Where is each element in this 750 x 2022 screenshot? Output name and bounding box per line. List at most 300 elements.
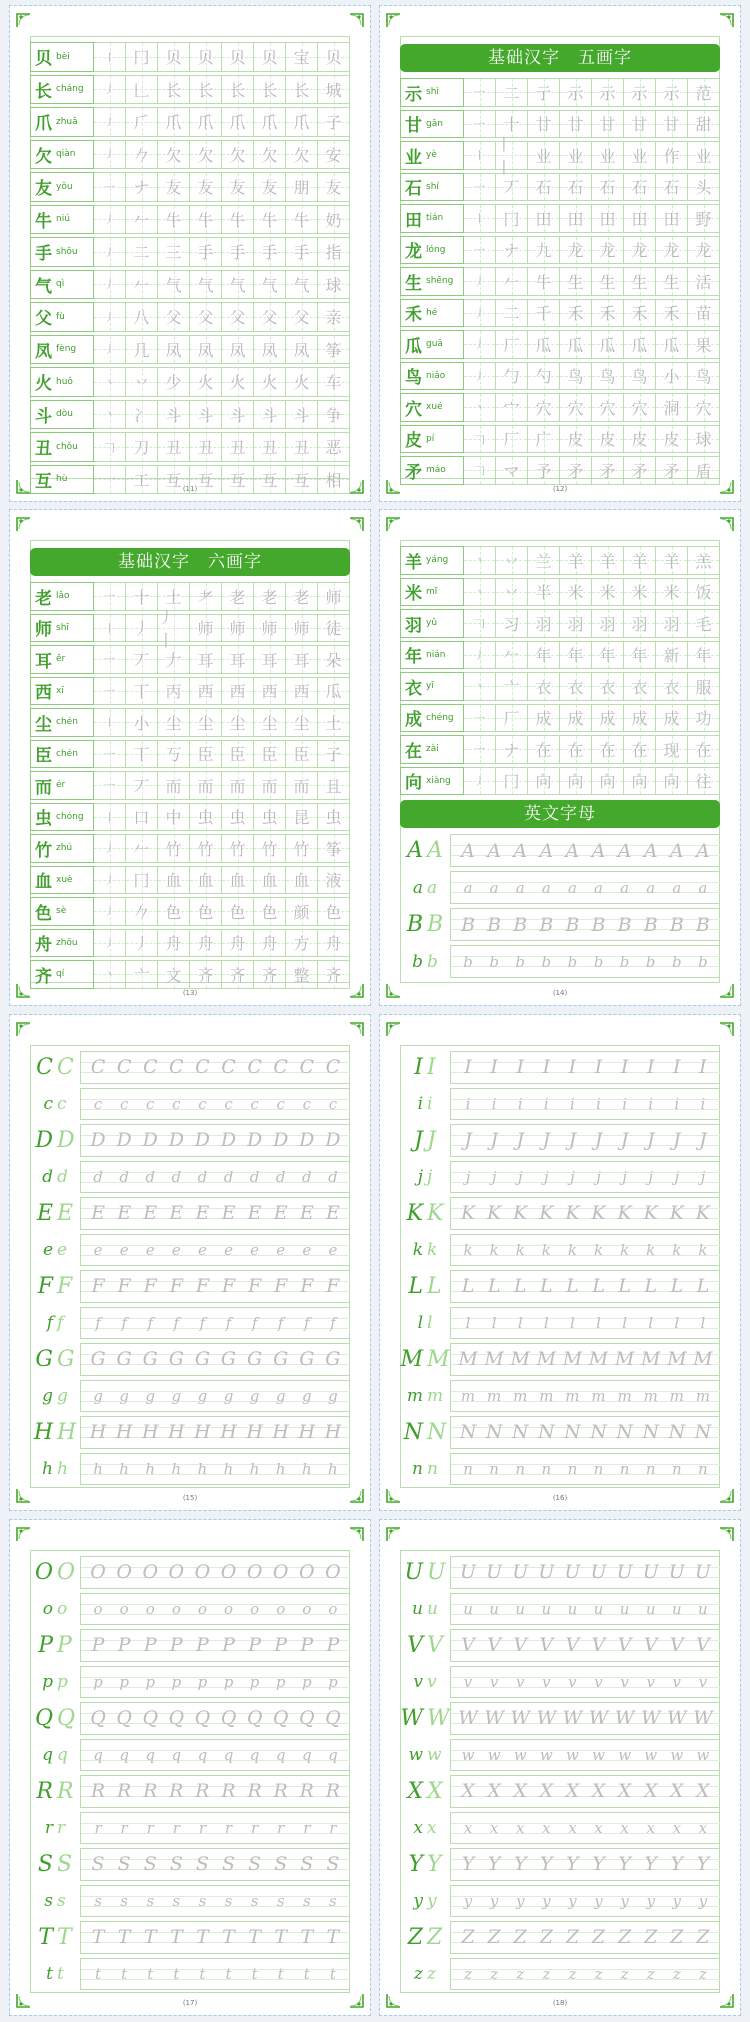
practice-cell[interactable] [254,400,286,430]
practice-cell[interactable] [592,78,624,107]
letter-practice-lines[interactable] [451,1380,720,1413]
practice-cell[interactable] [688,78,720,107]
practice-cell[interactable] [318,205,350,235]
practice-cell[interactable] [222,803,254,832]
practice-cell[interactable] [318,270,350,300]
practice-cell[interactable] [158,237,190,267]
practice-cell[interactable] [190,367,222,397]
practice-cell[interactable] [254,645,286,674]
practice-cell[interactable] [560,204,592,233]
practice-cell[interactable] [190,645,222,674]
practice-cell[interactable] [528,204,560,233]
letter-practice-lines[interactable] [81,1124,350,1157]
practice-cell[interactable] [688,330,720,359]
practice-cell[interactable] [560,767,592,796]
practice-cell[interactable] [656,456,688,485]
practice-cell[interactable] [222,205,254,235]
practice-cell[interactable] [528,299,560,328]
practice-cell[interactable] [592,767,624,796]
practice-cell[interactable] [560,425,592,454]
practice-cell[interactable] [286,75,318,105]
practice-cell[interactable] [158,107,190,137]
practice-cell[interactable] [464,173,496,202]
practice-cell[interactable] [496,299,528,328]
practice-cell[interactable] [496,393,528,422]
practice-cell[interactable] [656,204,688,233]
practice-cell[interactable] [318,335,350,365]
practice-cell[interactable] [286,400,318,430]
practice-cell[interactable] [592,299,624,328]
practice-cell[interactable] [286,172,318,202]
practice-cell[interactable] [190,465,222,495]
practice-cell[interactable] [688,393,720,422]
practice-cell[interactable] [286,803,318,832]
practice-cell[interactable] [126,172,158,202]
practice-cell[interactable] [318,803,350,832]
practice-cell[interactable] [286,614,318,643]
practice-cell[interactable] [126,771,158,800]
practice-cell[interactable] [190,929,222,958]
practice-cell[interactable] [190,740,222,769]
practice-cell[interactable] [624,299,656,328]
practice-cell[interactable] [222,172,254,202]
practice-cell[interactable] [592,173,624,202]
practice-cell[interactable] [286,645,318,674]
letter-practice-lines[interactable] [81,1556,350,1589]
practice-cell[interactable] [560,141,592,170]
practice-cell[interactable] [126,367,158,397]
practice-cell[interactable] [190,432,222,462]
practice-cell[interactable] [222,866,254,895]
practice-cell[interactable] [688,299,720,328]
practice-cell[interactable] [254,960,286,989]
practice-cell[interactable] [158,803,190,832]
practice-cell[interactable] [688,236,720,265]
practice-cell[interactable] [688,204,720,233]
letter-practice-lines[interactable] [451,1921,720,1954]
practice-cell[interactable] [222,335,254,365]
letter-practice-lines[interactable] [81,1051,350,1084]
practice-cell[interactable] [464,141,496,170]
practice-cell[interactable] [126,270,158,300]
practice-cell[interactable] [560,330,592,359]
practice-cell[interactable] [222,771,254,800]
practice-cell[interactable] [126,582,158,611]
practice-cell[interactable] [528,425,560,454]
practice-cell[interactable] [624,330,656,359]
practice-cell[interactable] [126,432,158,462]
practice-cell[interactable] [318,172,350,202]
practice-cell[interactable] [496,641,528,670]
practice-cell[interactable] [254,771,286,800]
practice-cell[interactable] [158,205,190,235]
practice-cell[interactable] [318,960,350,989]
practice-cell[interactable] [286,834,318,863]
practice-cell[interactable] [318,614,350,643]
practice-cell[interactable] [624,141,656,170]
practice-cell[interactable] [286,140,318,170]
practice-cell[interactable] [592,578,624,607]
practice-cell[interactable] [158,929,190,958]
practice-cell[interactable] [94,400,126,430]
practice-cell[interactable] [624,425,656,454]
practice-cell[interactable] [190,614,222,643]
letter-practice-lines[interactable] [451,1593,720,1626]
practice-cell[interactable] [190,42,222,72]
practice-cell[interactable] [528,362,560,391]
practice-cell[interactable] [286,107,318,137]
practice-cell[interactable] [624,173,656,202]
practice-cell[interactable] [318,645,350,674]
letter-practice-lines[interactable] [81,1234,350,1267]
practice-cell[interactable] [190,771,222,800]
practice-cell[interactable] [560,78,592,107]
practice-cell[interactable] [624,78,656,107]
practice-cell[interactable] [94,465,126,495]
letter-practice-lines[interactable] [451,1629,720,1662]
practice-cell[interactable] [126,740,158,769]
practice-cell[interactable] [656,546,688,575]
practice-cell[interactable] [592,609,624,638]
practice-cell[interactable] [318,582,350,611]
practice-cell[interactable] [126,708,158,737]
practice-cell[interactable] [158,140,190,170]
practice-cell[interactable] [656,110,688,139]
practice-cell[interactable] [126,75,158,105]
practice-cell[interactable] [688,267,720,296]
letter-practice-lines[interactable] [81,1629,350,1662]
practice-cell[interactable] [158,897,190,926]
practice-cell[interactable] [592,236,624,265]
practice-cell[interactable] [222,465,254,495]
practice-cell[interactable] [688,641,720,670]
practice-cell[interactable] [560,267,592,296]
practice-cell[interactable] [624,578,656,607]
practice-cell[interactable] [158,465,190,495]
practice-cell[interactable] [286,205,318,235]
practice-cell[interactable] [464,78,496,107]
letter-practice-lines[interactable] [451,1702,720,1735]
practice-cell[interactable] [318,771,350,800]
practice-cell[interactable] [254,708,286,737]
practice-cell[interactable] [190,335,222,365]
practice-cell[interactable] [592,546,624,575]
practice-cell[interactable] [286,465,318,495]
practice-cell[interactable] [126,42,158,72]
practice-cell[interactable] [688,362,720,391]
practice-cell[interactable] [318,237,350,267]
practice-cell[interactable] [560,393,592,422]
practice-cell[interactable] [592,204,624,233]
practice-cell[interactable] [190,140,222,170]
practice-cell[interactable] [528,578,560,607]
practice-cell[interactable] [496,330,528,359]
practice-cell[interactable] [688,672,720,701]
practice-cell[interactable] [126,897,158,926]
practice-cell[interactable] [496,672,528,701]
practice-cell[interactable] [126,302,158,332]
practice-cell[interactable] [158,367,190,397]
practice-cell[interactable] [318,302,350,332]
practice-cell[interactable] [528,735,560,764]
practice-cell[interactable] [158,607,190,650]
practice-cell[interactable] [656,78,688,107]
practice-cell[interactable] [94,929,126,958]
practice-cell[interactable] [560,362,592,391]
practice-cell[interactable] [496,362,528,391]
letter-practice-lines[interactable] [451,1124,720,1157]
practice-cell[interactable] [222,302,254,332]
practice-cell[interactable] [94,237,126,267]
practice-cell[interactable] [528,267,560,296]
letter-practice-lines[interactable] [81,1739,350,1772]
practice-cell[interactable] [286,740,318,769]
practice-cell[interactable] [528,456,560,485]
practice-cell[interactable] [222,270,254,300]
letter-practice-lines[interactable] [81,1885,350,1918]
practice-cell[interactable] [126,834,158,863]
practice-cell[interactable] [222,708,254,737]
practice-cell[interactable] [286,771,318,800]
practice-cell[interactable] [190,834,222,863]
practice-cell[interactable] [624,704,656,733]
letter-practice-lines[interactable] [81,1666,350,1699]
practice-cell[interactable] [560,704,592,733]
practice-cell[interactable] [560,546,592,575]
practice-cell[interactable] [158,771,190,800]
practice-cell[interactable] [560,735,592,764]
practice-cell[interactable] [318,834,350,863]
practice-cell[interactable] [624,609,656,638]
practice-cell[interactable] [286,960,318,989]
practice-cell[interactable] [222,432,254,462]
practice-cell[interactable] [464,704,496,733]
practice-cell[interactable] [126,400,158,430]
practice-cell[interactable] [94,803,126,832]
practice-cell[interactable] [688,735,720,764]
practice-cell[interactable] [656,393,688,422]
practice-cell[interactable] [222,960,254,989]
practice-cell[interactable] [158,708,190,737]
practice-cell[interactable] [94,740,126,769]
practice-cell[interactable] [94,172,126,202]
practice-cell[interactable] [560,578,592,607]
practice-cell[interactable] [464,110,496,139]
practice-cell[interactable] [560,672,592,701]
letter-practice-lines[interactable] [81,1380,350,1413]
practice-cell[interactable] [656,672,688,701]
practice-cell[interactable] [190,237,222,267]
practice-cell[interactable] [158,42,190,72]
practice-cell[interactable] [496,735,528,764]
practice-cell[interactable] [318,929,350,958]
practice-cell[interactable] [286,897,318,926]
letter-practice-lines[interactable] [451,1556,720,1589]
practice-cell[interactable] [496,578,528,607]
letter-practice-lines[interactable] [81,1848,350,1881]
letter-practice-lines[interactable] [81,1343,350,1376]
practice-cell[interactable] [496,704,528,733]
letter-practice-lines[interactable] [451,1051,720,1084]
practice-cell[interactable] [464,767,496,796]
practice-cell[interactable] [318,897,350,926]
practice-cell[interactable] [94,302,126,332]
practice-cell[interactable] [592,393,624,422]
practice-cell[interactable] [656,704,688,733]
practice-cell[interactable] [222,367,254,397]
practice-cell[interactable] [158,302,190,332]
practice-cell[interactable] [254,107,286,137]
practice-cell[interactable] [126,140,158,170]
letter-practice-lines[interactable] [451,1088,720,1121]
practice-cell[interactable] [592,641,624,670]
practice-cell[interactable] [318,432,350,462]
letter-practice-lines[interactable] [81,1416,350,1449]
practice-cell[interactable] [528,767,560,796]
practice-cell[interactable] [126,866,158,895]
practice-cell[interactable] [190,708,222,737]
practice-cell[interactable] [222,614,254,643]
practice-cell[interactable] [624,267,656,296]
practice-cell[interactable] [592,267,624,296]
practice-cell[interactable] [254,740,286,769]
practice-cell[interactable] [592,425,624,454]
practice-cell[interactable] [528,393,560,422]
practice-cell[interactable] [528,330,560,359]
practice-cell[interactable] [656,425,688,454]
practice-cell[interactable] [254,866,286,895]
practice-cell[interactable] [656,173,688,202]
practice-cell[interactable] [222,897,254,926]
practice-cell[interactable] [496,546,528,575]
practice-cell[interactable] [496,609,528,638]
practice-cell[interactable] [94,432,126,462]
practice-cell[interactable] [688,425,720,454]
practice-cell[interactable] [656,330,688,359]
practice-cell[interactable] [94,205,126,235]
letter-practice-lines[interactable] [451,908,720,941]
practice-cell[interactable] [286,270,318,300]
practice-cell[interactable] [464,641,496,670]
practice-cell[interactable] [158,866,190,895]
letter-practice-lines[interactable] [451,1812,720,1845]
practice-cell[interactable] [592,362,624,391]
practice-cell[interactable] [126,677,158,706]
practice-cell[interactable] [254,929,286,958]
practice-cell[interactable] [528,609,560,638]
practice-cell[interactable] [94,367,126,397]
practice-cell[interactable] [222,42,254,72]
practice-cell[interactable] [318,740,350,769]
practice-cell[interactable] [158,834,190,863]
practice-cell[interactable] [254,302,286,332]
practice-cell[interactable] [528,141,560,170]
practice-cell[interactable] [528,546,560,575]
practice-cell[interactable] [94,866,126,895]
practice-cell[interactable] [222,645,254,674]
practice-cell[interactable] [528,641,560,670]
practice-cell[interactable] [592,456,624,485]
practice-cell[interactable] [158,960,190,989]
practice-cell[interactable] [254,803,286,832]
letter-practice-lines[interactable] [451,1848,720,1881]
practice-cell[interactable] [190,107,222,137]
practice-cell[interactable] [656,267,688,296]
practice-cell[interactable] [496,425,528,454]
practice-cell[interactable] [94,107,126,137]
practice-cell[interactable] [464,456,496,485]
practice-cell[interactable] [592,704,624,733]
practice-cell[interactable] [254,237,286,267]
practice-cell[interactable] [190,205,222,235]
practice-cell[interactable] [94,270,126,300]
practice-cell[interactable] [254,205,286,235]
practice-cell[interactable] [624,735,656,764]
letter-practice-lines[interactable] [81,1921,350,1954]
practice-cell[interactable] [496,267,528,296]
practice-cell[interactable] [254,172,286,202]
practice-cell[interactable] [464,267,496,296]
practice-cell[interactable] [560,236,592,265]
practice-cell[interactable] [656,767,688,796]
practice-cell[interactable] [318,107,350,137]
practice-cell[interactable] [464,609,496,638]
practice-cell[interactable] [254,465,286,495]
practice-cell[interactable] [624,110,656,139]
practice-cell[interactable] [688,110,720,139]
practice-cell[interactable] [624,362,656,391]
practice-cell[interactable] [560,110,592,139]
practice-cell[interactable] [158,740,190,769]
practice-cell[interactable] [624,767,656,796]
practice-cell[interactable] [560,456,592,485]
letter-practice-lines[interactable] [451,1270,720,1303]
practice-cell[interactable] [592,672,624,701]
practice-cell[interactable] [624,236,656,265]
letter-practice-lines[interactable] [81,1307,350,1340]
practice-cell[interactable] [688,704,720,733]
practice-cell[interactable] [158,75,190,105]
practice-cell[interactable] [318,677,350,706]
practice-cell[interactable] [528,173,560,202]
practice-cell[interactable] [464,672,496,701]
practice-cell[interactable] [464,546,496,575]
practice-cell[interactable] [222,140,254,170]
practice-cell[interactable] [222,400,254,430]
letter-practice-lines[interactable] [81,1197,350,1230]
practice-cell[interactable] [94,75,126,105]
practice-cell[interactable] [496,204,528,233]
letter-practice-lines[interactable] [451,834,720,867]
practice-cell[interactable] [126,803,158,832]
practice-cell[interactable] [190,400,222,430]
practice-cell[interactable] [158,335,190,365]
practice-cell[interactable] [158,400,190,430]
practice-cell[interactable] [222,740,254,769]
practice-cell[interactable] [560,609,592,638]
practice-cell[interactable] [190,75,222,105]
practice-cell[interactable] [656,362,688,391]
practice-cell[interactable] [190,172,222,202]
practice-cell[interactable] [286,866,318,895]
practice-cell[interactable] [254,897,286,926]
practice-cell[interactable] [656,735,688,764]
letter-practice-lines[interactable] [81,1088,350,1121]
practice-cell[interactable] [190,270,222,300]
practice-cell[interactable] [254,582,286,611]
practice-cell[interactable] [656,609,688,638]
practice-cell[interactable] [286,929,318,958]
